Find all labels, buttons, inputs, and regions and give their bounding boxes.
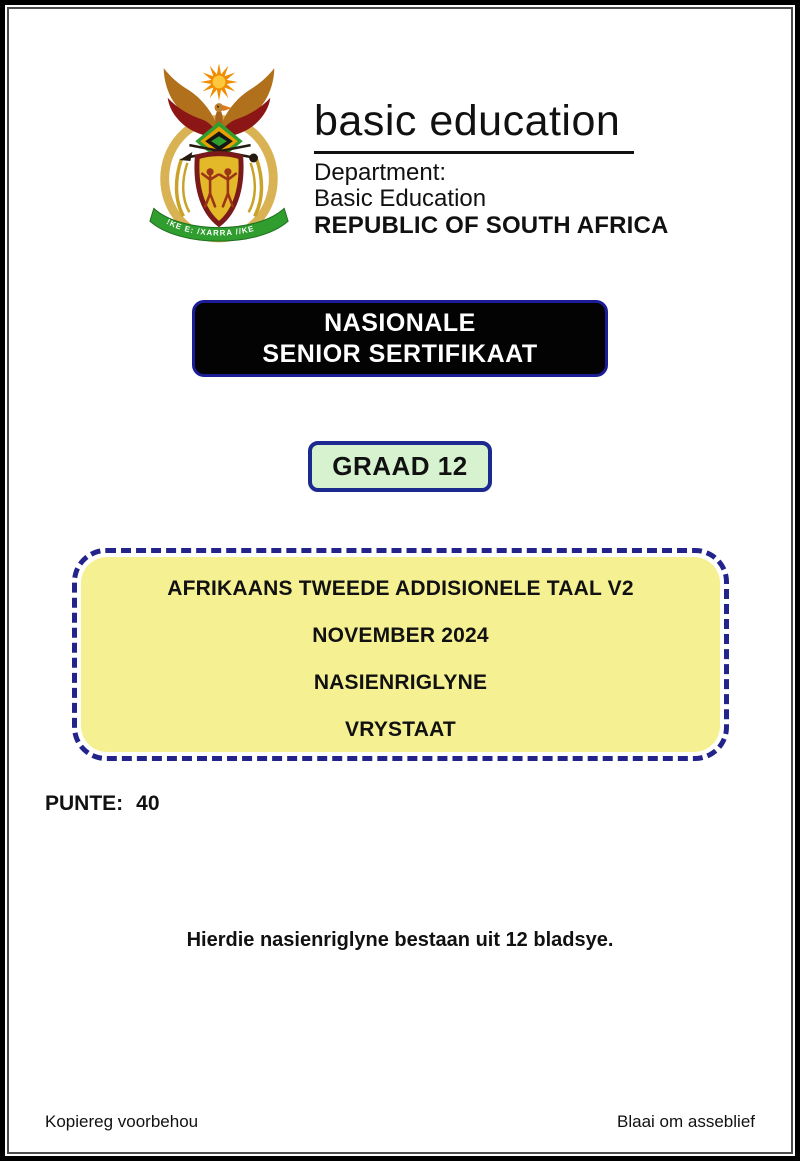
exam-province-line: VRYSTAAT [345, 718, 456, 741]
page-footer [45, 1112, 755, 1132]
department-line-1: Department: [314, 159, 447, 186]
coat-of-arms-motto: !KE E: /XARRA //KE [164, 217, 256, 238]
page-count-note: Hierdie nasienriglyne bestaan uit 12 bladsye. [186, 929, 614, 951]
exam-title-box [72, 548, 729, 761]
turn-over-note: Blaai om asseblief [617, 1112, 755, 1131]
exam-subject-line: AFRIKAANS TWEEDE ADDISIONELE TAAL V2 [167, 577, 634, 600]
brand-title: basic education [314, 97, 634, 154]
shield [197, 154, 241, 224]
exam-title-box-inner [81, 557, 720, 752]
exam-session-line: NOVEMBER 2024 [312, 624, 489, 647]
south-africa-coat-of-arms-icon [140, 61, 298, 251]
department-logo-text [314, 97, 684, 240]
grade-badge: GRAAD 12 [308, 441, 492, 492]
department-line-2: Basic Education [314, 185, 487, 212]
page-frame-gap [5, 5, 795, 1156]
page-content-area [7, 7, 793, 1154]
copyright-note: Kopiereg voorbehou [45, 1112, 199, 1131]
exam-doctype-line: NASIENRIGLYNE [313, 671, 488, 694]
marks-label: PUNTE: [45, 792, 124, 815]
national-certificate-banner [192, 300, 608, 377]
country-line: REPUBLIC OF SOUTH AFRICA [314, 212, 669, 239]
sun-core [213, 76, 226, 89]
certificate-banner-line-2: SENIOR SERTIFIKAAT [262, 339, 538, 368]
marks-value: 40 [136, 792, 160, 815]
marks-line [45, 792, 160, 816]
certificate-banner-line-1: NASIONALE [324, 308, 476, 337]
